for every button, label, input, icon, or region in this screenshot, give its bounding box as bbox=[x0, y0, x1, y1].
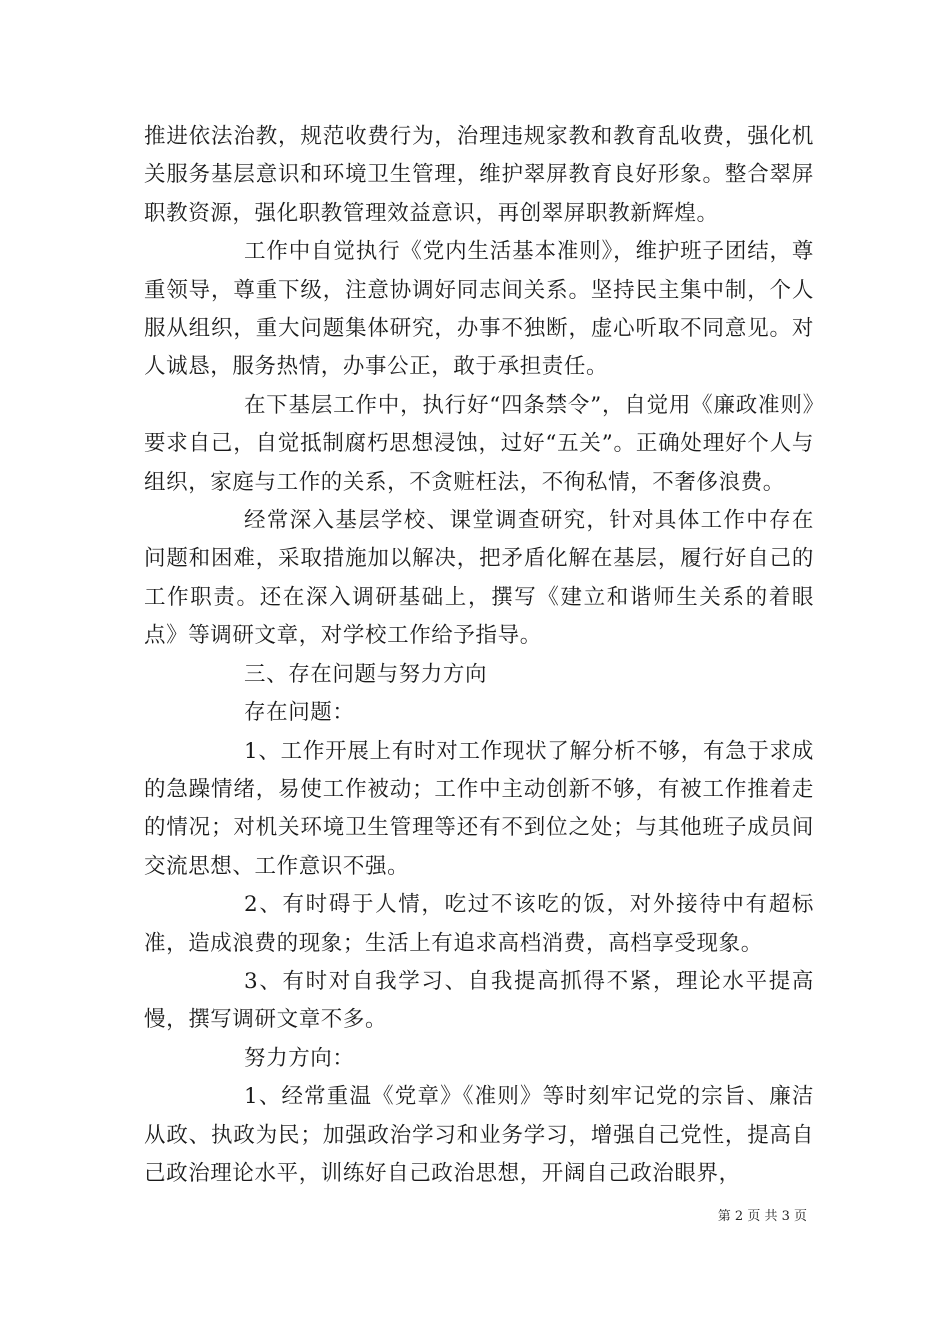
paragraph-continuation: 推进依法治教，规范收费行为，治理违规家教和教育乱收费，强化机关服务基层意识和环境卫生管理，维护翠屏教育良好形象。整合翠屏职教资源，强化职教管理效益意识，再创翠屏职教新辉煌。 bbox=[144, 124, 814, 226]
problem-item-1: 1、工作开展上有时对工作现状了解分析不够，有急于求成的急躁情绪，易使工作被动；工作中主动创新不够，有被工作推着走的情况；对机关环境卫生管理等还有不到位之处；与其他班子成员间交流思想、工作意识不强。 bbox=[144, 738, 814, 879]
paragraph-party-rules: 工作中自觉执行《党内生活基本准则》，维护班子团结，尊重领导，尊重下级，注意协调好同志间关系。坚持民主集中制，个人服从组织，重大问题集体研究，办事不独断，虚心听取不同意见。对人诚恳，服务热情，办事公正，敢于承担责任。 bbox=[144, 239, 814, 380]
paragraph-integrity: 在下基层工作中，执行好“四条禁令”，自觉用《廉政准则》要求自己，自觉抵制腐朽思想浸蚀，过好“五关”。正确处理好个人与组织，家庭与工作的关系，不贪赃枉法，不徇私情，不奢侈浪费。 bbox=[144, 392, 814, 495]
document-body bbox=[144, 118, 814, 1193]
paragraph-research: 经常深入基层学校、课堂调查研究，针对具体工作中存在问题和困难，采取措施加以解决，把矛盾化解在基层，履行好自己的工作职责。还在深入调研基础上，撰写《建立和谐师生关系的着眼点》等调研文章，对学校工作给予指导。 bbox=[144, 508, 814, 649]
problem-item-2: 2、有时碍于人情，吃过不该吃的饭，对外接待中有超标准，造成浪费的现象；生活上有追求高档消费，高档享受现象。 bbox=[144, 892, 814, 956]
problem-item-3: 3、有时对自我学习、自我提高抓得不紧，理论水平提高慢，撰写调研文章不多。 bbox=[144, 968, 814, 1033]
subheading-direction: 努力方向： bbox=[244, 1045, 355, 1071]
page-footer: 第 2 页 共 3 页 bbox=[717, 1209, 807, 1224]
section-heading: 三、存在问题与努力方向 bbox=[244, 661, 488, 687]
subheading-problems: 存在问题： bbox=[244, 700, 355, 726]
direction-item-1: 1、经常重温《党章》《准则》等时刻牢记党的宗旨、廉洁从政、执政为民；加强政治学习和业务学习，增强自己党性，提高自己政治理论水平，训练好自己政治思想，开阔自己政治眼界， bbox=[144, 1084, 814, 1186]
